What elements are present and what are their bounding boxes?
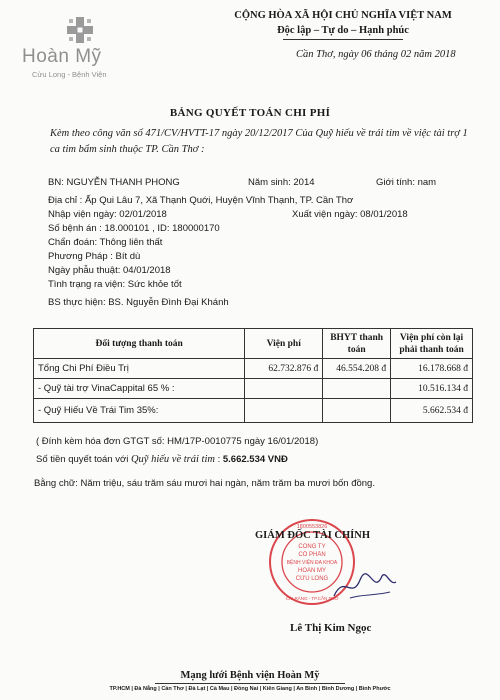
table-cell: - Quỹ Hiếu Về Trái Tim 35%: xyxy=(34,399,245,423)
diagnosis: Chẩn đoán: Thông liên thất xyxy=(48,237,163,248)
table-cell: 10.516.134 đ xyxy=(391,379,473,399)
footer-title: Mạng lưới Bệnh viện Hoàn Mỹ xyxy=(180,670,320,681)
document-title: BẢNG QUYẾT TOÁN CHI PHÍ xyxy=(169,107,331,119)
settlement-colon: : xyxy=(214,454,223,465)
table-cell: 5.662.534 đ xyxy=(391,399,473,423)
patient-address: Địa chỉ : Ấp Qui Lâu 7, Xã Thạnh Quới, Huyện Vĩnh Thạnh, TP. Cần Thơ xyxy=(48,195,354,206)
table-cell xyxy=(245,379,323,399)
table-header: Viện phí còn lại phải thanh toán xyxy=(391,329,473,359)
signature-title: GIÁM ĐỐC TÀI CHÍNH xyxy=(255,530,371,541)
logo-name: Hoàn Mỹ xyxy=(22,46,102,67)
discharge-status: Tình trạng ra viện: Sức khỏe tốt xyxy=(48,279,182,290)
motto-heading: Độc lập – Tự do – Hạnh phúc xyxy=(277,25,409,36)
settlement-fund: Quỹ hiếu về trái tim xyxy=(130,454,215,465)
amount-in-words: Bằng chữ: Năm triệu, sáu trăm sáu mươi hai ngàn, năm trăm ba mươi bốn đồng. xyxy=(34,478,375,489)
medical-cross-icon xyxy=(66,16,94,44)
table-row xyxy=(34,379,473,399)
table-cell: 62.732.876 đ xyxy=(245,359,323,379)
patient-gender: Giới tính: nam xyxy=(376,177,437,188)
svg-text:HOÀN MỸ: HOÀN MỸ xyxy=(297,568,327,574)
table-cell: Tổng Chi Phí Điều Trị xyxy=(34,359,245,379)
treatment-method: Phương Pháp : Bít dù xyxy=(48,251,141,262)
patient-birth-year: Năm sinh: 2014 xyxy=(248,177,315,188)
logo-subtitle: Cửu Long - Bệnh Viện xyxy=(32,70,107,79)
admission-date: Nhập viện ngày: 02/01/2018 xyxy=(48,209,167,220)
table-cell: 46.554.208 đ xyxy=(323,359,391,379)
cost-table xyxy=(33,328,473,423)
table-header-row xyxy=(34,329,473,359)
record-number: Số bệnh án : 18.000101 , ID: 180000170 xyxy=(48,223,220,234)
svg-text:BỆNH VIỆN ĐA KHOA: BỆNH VIỆN ĐA KHOA xyxy=(286,560,338,566)
signer-name: Lê Thị Kim Ngọc xyxy=(290,622,372,634)
patient-name: BN: NGUYỄN THANH PHONG xyxy=(48,177,180,188)
invoice-note: ( Đính kèm hóa đơn GTGT số: HM/17P-0010775 ngày 16/01/2018) xyxy=(36,436,319,447)
hospital-logo xyxy=(20,16,130,86)
handwritten-signature xyxy=(330,566,400,606)
svg-text:1800553826: 1800553826 xyxy=(296,524,328,530)
table-header: Đối tượng thanh toán xyxy=(34,329,245,359)
footer-network-cities: TP.HCM | Đà Nẵng | Cần Thơ | Đà Lạt | Cà Mau | Đồng Nai | Kiên Giang | An Bình | Bình Dương | Bình Phước xyxy=(109,686,391,692)
table-header: Viện phí xyxy=(245,329,323,359)
table-row xyxy=(34,399,473,423)
motto-underline xyxy=(283,39,403,40)
table-cell xyxy=(323,379,391,399)
table-cell xyxy=(323,399,391,423)
document-date: Cần Thơ, ngày 06 tháng 02 năm 2018 xyxy=(296,49,456,60)
nation-heading: CỘNG HÒA XÃ HỘI CHỦ NGHĨA VIỆT NAM xyxy=(234,10,452,21)
settlement-line xyxy=(36,454,288,465)
table-header: BHYT thanh toán xyxy=(323,329,391,359)
table-cell xyxy=(245,399,323,423)
table-cell: 16.178.668 đ xyxy=(391,359,473,379)
discharge-date: Xuất viện ngày: 08/01/2018 xyxy=(292,209,408,220)
svg-text:CỬU LONG: CỬU LONG xyxy=(295,576,329,582)
settlement-prefix: Số tiền quyết toán với xyxy=(36,454,129,465)
svg-text:CÔNG TY: CÔNG TY xyxy=(298,544,326,550)
doctor: BS thực hiện: BS. Nguyễn Đình Đại Khánh xyxy=(48,297,229,308)
table-row xyxy=(34,359,473,379)
document-intro: Kèm theo công văn số 471/CV/HVTT-17 ngày 20/12/2017 Của Quỹ hiếu về trái tim về việc tài trợ 1 ca tim bẩm sinh thuộc TP. Cần Thơ : xyxy=(50,128,468,155)
surgery-date: Ngày phẫu thuật: 04/01/2018 xyxy=(48,265,171,276)
table-cell: - Quỹ tài trợ VinaCappital 65 % : xyxy=(34,379,245,399)
svg-text:CỔ PHẦN: CỔ PHẦN xyxy=(298,552,326,558)
footer-underline xyxy=(155,683,345,684)
settlement-amount: 5.662.534 VNĐ xyxy=(222,454,288,465)
svg-text:CÁI RĂNG - TP.CẦN THƠ: CÁI RĂNG - TP.CẦN THƠ xyxy=(285,596,339,601)
